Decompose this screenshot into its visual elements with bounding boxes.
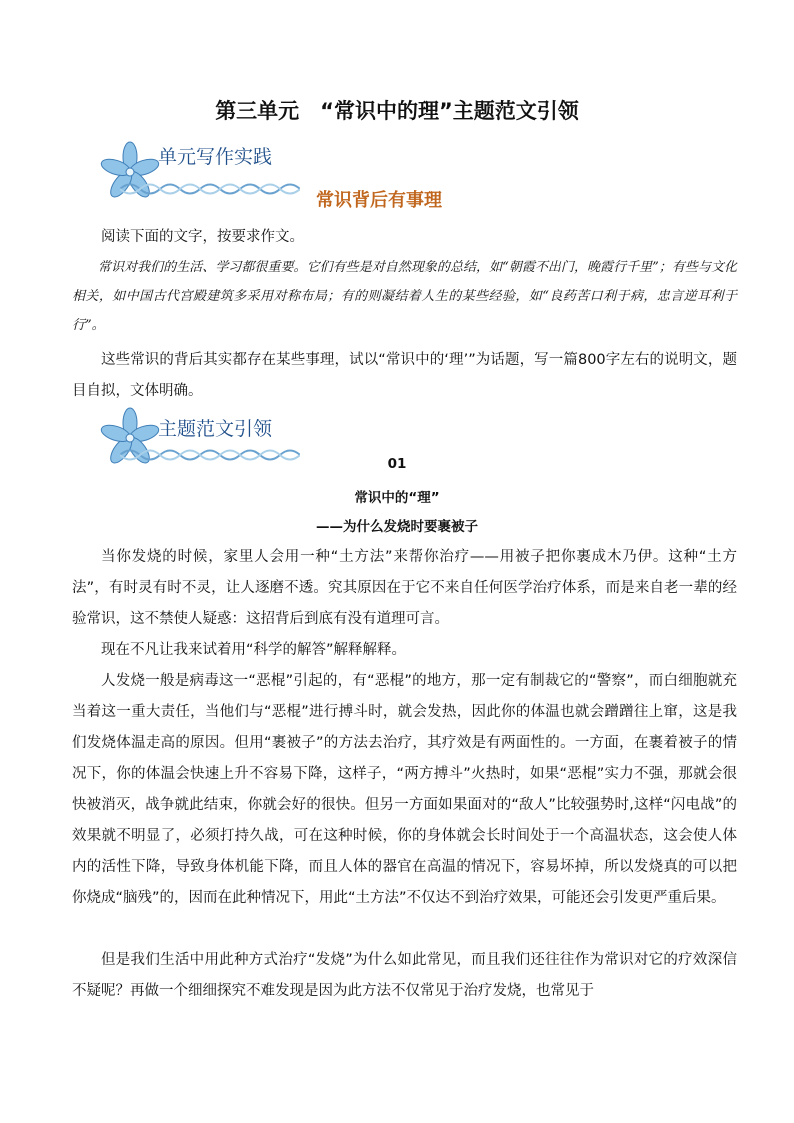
essay-paragraph: 现在不凡让我来试着用“科学的解答”解释解释。 <box>101 642 407 658</box>
sub-heading: 常识背后有事理 <box>316 190 442 211</box>
prompt-instruction: 阅读下面的文字，按要求作文。 <box>101 229 304 245</box>
essay-subtitle: ——为什么发烧时要裹被子 <box>316 519 478 535</box>
section-label: 主题范文引领 <box>158 418 273 440</box>
section-label: 单元写作实践 <box>158 146 273 168</box>
wave-decoration <box>120 180 300 198</box>
essay-paragraph: 但是我们生活中用此种方式治疗“发烧”为什么如此常见，而且我们还往往作为常识对它的疗效深信不疑呢？再做一个细细探究不难发现是因为此方法不仅常见于治疗发烧，也常见于 <box>72 952 737 999</box>
essay-paragraph: 当你发烧的时候，家里人会用一种“土方法”来帮你治疗——用被子把你裹成木乃伊。这种“土方法”，有时灵有时不灵，让人逐磨不透。究其原因在于它不来自任何医学治疗体系，而是来自老一辈的经验常识，这不禁使人疑惑：这招背后到底有没有道理可言。 <box>72 549 737 627</box>
essay-paragraph: 人发烧一般是病毒这一“恶棍”引起的，有“恶棍”的地方，那一定有制裁它的“警察”，而白细胞就充当着这一重大责任，当他们与“恶棍”进行搏斗时，就会发热，因此你的体温也就会蹭蹭往上窜，这是我们发烧体温走高的原因。但用“裹被子”的方法去治疗，其疗效是有两面性的。一方面，在裹着被子的情况下，你的体温会快速上升不容易下降，这样子，“两方搏斗”火热时，如果“恶棍”实力不强，那就会很快被消灭，战争就此结束，你就会好的很快。但另一方面如果面对的“敌人”比较强势时,这样“闪电战”的效果就不明显了，必须打持久战，可在这种时候，你的身体就会长时间处于一个高温状态，这会使人体内的活性下降，导致身体机能下降，而且人体的器官在高温的情况下，容易坏掉，所以发烧真的可以把你烧成“脑残”的，因而在此种情况下，用此“土方法”不仅达不到治疗效果，可能还会引发更严重后果。 <box>72 673 737 906</box>
essay-title: 常识中的“理” <box>354 490 440 506</box>
prompt-quote: 常识对我们的生活、学习都很重要。它们有些是对自然现象的总结，如“朝霞不出门，晚霞行千里”；有些与文化相关，如中国古代宫殿建筑多采用对称布局；有的则凝结着人生的某些经验，如“良药苦口利于病，忠言逆耳利于行”。 <box>72 260 737 333</box>
prompt-task: 这些常识的背后其实都存在某些事理，试以“常识中的‘理’”为话题，写一篇800字左右的说明文，题目自拟，文体明确。 <box>72 352 737 399</box>
essay-number: 01 <box>387 456 407 472</box>
page-title: 第三单元 “常识中的理”主题范文引领 <box>215 99 579 123</box>
